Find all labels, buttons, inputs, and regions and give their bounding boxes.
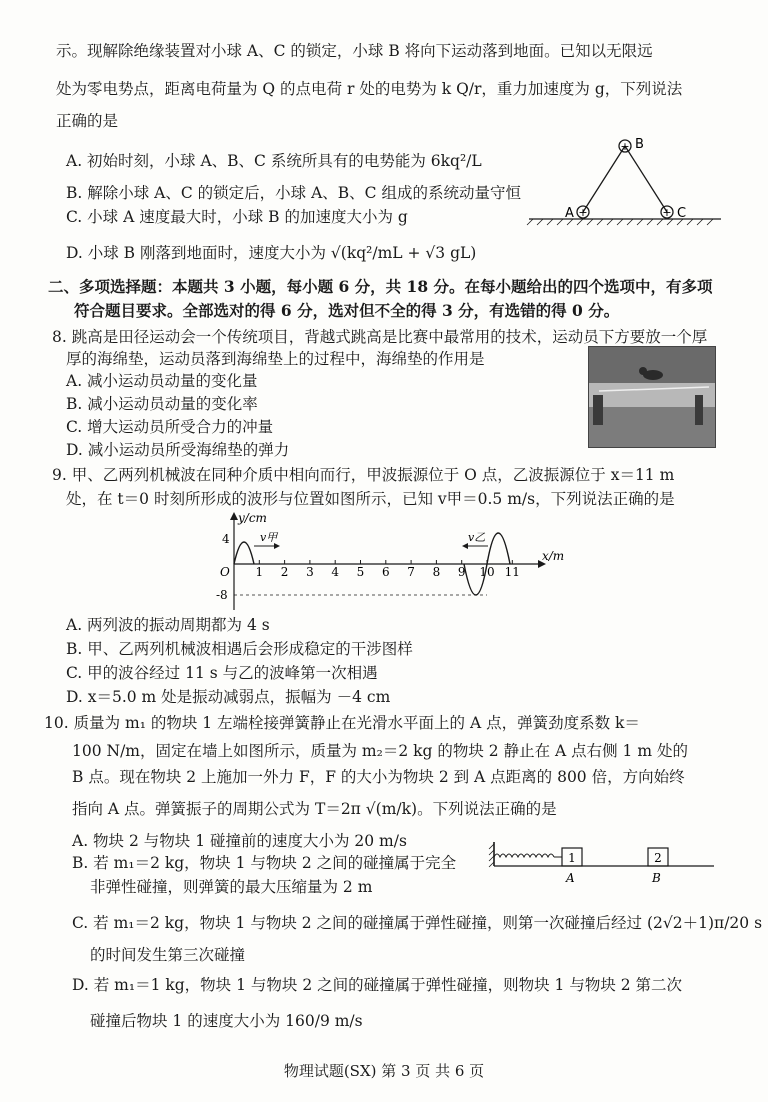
option-10a: A. 物块 2 与物块 1 碰撞前的速度大小为 20 m/s [72, 832, 407, 850]
option-8c: C. 增大运动员所受合力的冲量 [66, 418, 274, 436]
label-b: B [635, 137, 644, 152]
option-7d: D. 小球 B 刚落到地面时，速度大小为 √(kq²/mL + √3 gL) [66, 244, 477, 262]
x-tick-label: 7 [407, 565, 415, 579]
option-8b: B. 减小运动员动量的变化率 [66, 395, 258, 413]
y-tick-4: 4 [222, 532, 230, 546]
section-heading: 符合题目要求。全部选对的得 6 分，选对但不全的得 3 分，有选错的得 0 分。 [74, 301, 620, 320]
spring-blocks-figure [488, 840, 716, 890]
x-tick-label: 4 [331, 565, 340, 579]
question-10: 10. 质量为 m₁ 的物块 1 左端栓接弹簧静止在光滑水平面上的 A 点，弹簧劲度系数 k＝ [44, 714, 640, 732]
question-10: 100 N/m，固定在墙上如图所示，质量为 m₂＝2 kg 的物块 2 静止在 A 点右侧 1 m 处的 [72, 742, 688, 760]
wave-figure [206, 510, 566, 616]
question-8: 厚的海绵垫，运动员落到海绵垫上的过程中，海绵垫的作用是 [66, 350, 485, 368]
x-tick-label: 9 [457, 565, 466, 579]
label-c: C [677, 206, 687, 221]
option-9a: A. 两列波的振动周期都为 4 s [66, 616, 270, 634]
point-b-label: B [652, 871, 661, 885]
wave-jia [234, 542, 254, 564]
x-tick-label: 11 [504, 565, 520, 579]
x-tick-label: 2 [280, 565, 289, 579]
block-2-label: 2 [654, 851, 662, 865]
option-9c: C. 甲的波谷经过 11 s 与乙的波峰第一次相遇 [66, 664, 378, 682]
section-heading: 二、多项选择题：本题共 3 小题，每小题 6 分，共 18 分。在每小题给出的四个选项中，有多项 [48, 277, 713, 296]
question-9: 9. 甲、乙两列机械波在同种介质中相向而行，甲波振源位于 O 点，乙波振源位于 x＝11 m [52, 466, 675, 484]
option-9d: D. x＝5.0 m 处是振动减弱点，振幅为 －4 cm [66, 688, 391, 706]
high-jump-photo [588, 346, 716, 448]
text-line: 处为零电势点，距离电荷量为 Q 的点电荷 r 处的电势为 k Q/r，重力加速度为 g，下列说法 [56, 80, 683, 98]
option-10d: D. 若 m₁＝1 kg，物块 1 与物块 2 之间的碰撞属于弹性碰撞，则物块 1 与物块 2 第二次 [72, 976, 683, 994]
plus-a: + [578, 206, 588, 219]
triangle-charges-figure [525, 132, 725, 228]
option-8a: A. 减小运动员动量的变化量 [66, 372, 258, 390]
plus-c: + [662, 206, 672, 219]
x-tick-label: 6 [381, 565, 390, 579]
spring [494, 854, 554, 857]
question-10: B 点。现在物块 2 上施加一外力 F，F 的大小为物块 2 到 A 点距离的 800 倍，方向始终 [72, 768, 685, 786]
point-a-label: A [566, 871, 575, 885]
x-tick-label: 3 [306, 565, 314, 579]
option-9b: B. 甲、乙两列机械波相遇后会形成稳定的干涉图样 [66, 640, 413, 658]
option-7c: C. 小球 A 速度最大时，小球 B 的加速度大小为 g [66, 208, 408, 226]
question-10: 指向 A 点。弹簧振子的周期公式为 T＝2π √(m/k)。下列说法正确的是 [72, 800, 557, 818]
x-tick-label: 5 [356, 565, 365, 579]
plus-b: + [620, 140, 630, 153]
v-yi-label: v乙 [468, 531, 486, 544]
label-a: A [565, 206, 574, 221]
block-1-label: 1 [568, 851, 576, 865]
x-ticks [255, 560, 519, 579]
question-9: 处，在 t＝0 时刻所形成的波形与位置如图所示，已知 v甲＝0.5 m/s，下列说法正确的是 [66, 490, 675, 508]
page-footer: 物理试题(SX) 第 3 页 共 6 页 [283, 1062, 485, 1080]
option-8d: D. 减小运动员所受海绵垫的弹力 [66, 441, 290, 459]
x-tick-label: 1 [255, 565, 264, 579]
text-line: 示。现解除绝缘装置对小球 A、C 的锁定，小球 B 将向下运动落到地面。已知以无限远 [56, 42, 653, 60]
v-jia-label: v甲 [260, 531, 278, 544]
y-axis-label: y/cm [238, 511, 267, 525]
option-7b: B. 解除小球 A、C 的锁定后，小球 A、B、C 组成的系统动量守恒 [66, 184, 521, 202]
y-tick-neg8: -8 [216, 588, 228, 602]
x-tick-label: 8 [432, 565, 441, 579]
question-8: 8. 跳高是田径运动会一个传统项目，背越式跳高是比赛中最常用的技术，运动员下方要放一个厚 [52, 328, 708, 346]
origin-label: O [220, 565, 230, 579]
x-axis-label: x/m [542, 549, 565, 563]
option-10d: 碰撞后物块 1 的速度大小为 160/9 m/s [90, 1012, 363, 1030]
text-line: 正确的是 [56, 112, 119, 130]
option-10b: B. 若 m₁＝2 kg，物块 1 与物块 2 之间的碰撞属于完全 [72, 854, 457, 872]
x-tick-label: 10 [479, 565, 495, 579]
option-7a: A. 初始时刻，小球 A、B、C 系统所具有的电势能为 6kq²/L [66, 152, 482, 170]
option-10c: C. 若 m₁＝2 kg，物块 1 与物块 2 之间的碰撞属于弹性碰撞，则第一次碰撞后经过 (2√2＋1)π/20 s [72, 914, 763, 932]
option-10c: 的时间发生第三次碰撞 [90, 946, 246, 964]
option-10b: 非弹性碰撞，则弹簧的最大压缩量为 2 m [90, 878, 373, 896]
high-jump-photo-art [589, 347, 715, 447]
